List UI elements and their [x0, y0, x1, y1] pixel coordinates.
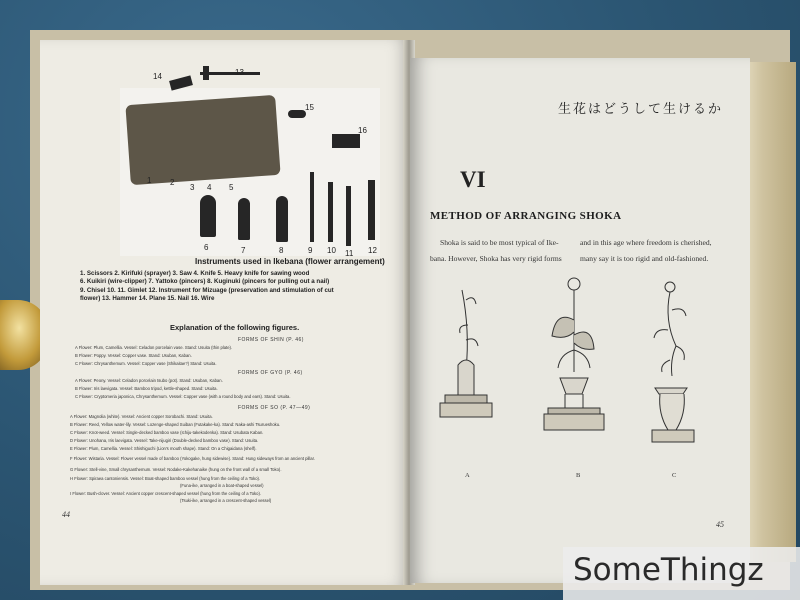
right-page-number: 45 — [716, 520, 724, 529]
photo-number: 15 — [305, 103, 314, 112]
explanation-title: Explanation of the following figures. — [170, 323, 300, 332]
instruments-line: flower) 13. Hammer 14. Plane 15. Nail 16. Wire — [80, 294, 215, 302]
shin-row: A Flower: Plum, Camellia. Vessel: Celadon porcelain vase. Stand: Usuita (thin plate). — [75, 345, 233, 350]
instruments-line: 1. Scissors 2. Kirifuki (sprayer) 3. Saw 4. Knife 5. Heavy knife for sawing wood — [80, 270, 310, 277]
paragraph-line: many say it is too rigid and old-fashioned. — [580, 254, 709, 263]
photo-number: 1 — [147, 176, 152, 185]
so-row: C Flower: Knot-weed. Vessel: Single-decked bamboo vase (Ichiju-takekodenka). Stand: Usubata Kaban. — [70, 430, 264, 435]
chapter-number: VI — [460, 167, 486, 192]
gyo-row: C Flower: Cryptomeria japonica, Chrysanthemum. Vessel: Copper vase (with a round body and ears). Stand: Usuita. — [75, 394, 291, 399]
photo-number: 13 — [235, 68, 244, 77]
so-row: E Flower: Plum, Camellia. Vessel: Shishiguchi (Lion's mouth shape). Stand: On a Chigaidana (shelf). — [70, 446, 257, 451]
photo-number: 8 — [279, 246, 284, 255]
paragraph-line: Shoka is said to be most typical of Ike- — [440, 238, 559, 247]
so-row: A Flower: Magnolia (white). Vessel: Ancient copper Sorobachi. Stand: Usuita. — [70, 414, 213, 419]
arrangement-a — [440, 290, 492, 417]
so-row: H Flower: Spiraea cantoniensis. Vessel: Boat-shaped bamboo vessel (hung from the ceiling of a Toko). — [70, 476, 261, 481]
photo-number: 16 — [358, 126, 367, 135]
arrangement-c — [652, 282, 694, 442]
shin-row: B Flower: Poppy. Vessel: Copper vase. Stand: Usuban, Kaban. — [75, 353, 192, 358]
gyo-row: B Flower: Iris laevigata. Vessel: Bamboo tripod, kettle-shaped. Stand: Usuita. — [75, 386, 218, 391]
left-page-number: 44 — [62, 510, 70, 519]
photo-number: 7 — [241, 246, 246, 255]
figure-label-c: C — [672, 472, 677, 479]
watermark-text: SomeThingz — [573, 552, 764, 588]
gyo-row: A Flower: Peony. Vessel: Celadon porcelain tsubo (pot). Stand: Usuban, Kaban. — [75, 378, 223, 383]
forms-shin-heading: FORMS OF SHIN (P. 46) — [238, 337, 304, 343]
forms-gyo-heading: FORMS OF GYO (P. 46) — [238, 370, 303, 376]
so-row: (Tsuki-ike, arranged in a crescent-shaped vessel) — [180, 498, 272, 503]
paragraph-line: and in this age where freedom is cherished, — [580, 238, 712, 247]
photo-number: 14 — [153, 72, 162, 81]
photo-number: 5 — [229, 183, 234, 192]
figure-label-b: B — [576, 472, 581, 479]
instruments-title: Instruments used in Ikebana (flower arrangement) — [195, 257, 385, 266]
so-row: G Flower: Stell-vine, Small chrysanthemum. Vessel: Nodake-Kakehanaike (hung on the front wall of a small Toko). — [70, 467, 282, 472]
photo-number: 4 — [207, 183, 212, 192]
so-row: F Flower: Wistaria. Vessel: Flower vessel made of bamboo (Yokogake, hung sidewise). Stand: Hung sideways from an ancient pillar. — [70, 456, 315, 461]
so-row: D Flower: Unohana, Iris laevigata. Vessel: Take-nijugiri (Double-decked bamboo vase). Stand: Usuita. — [70, 438, 259, 443]
so-row: B Flower: Reed, Yellow water-lily. Vessel: Lozenge-shaped Suiban (Futakake-ka). Stand: Naka-ashi Tsurueshoku. — [70, 422, 281, 427]
photo-number: 6 — [204, 243, 209, 252]
so-row: (Funa-ike, arranged in a boat-shaped vessel) — [180, 483, 264, 488]
photo-number: 12 — [368, 246, 377, 255]
paragraph-line: bana. However, Shoka has very rigid forms — [430, 254, 562, 263]
watermark — [563, 547, 800, 600]
so-row: I Flower: Bush-clover. Vessel: Ancient copper crescent-shaped vessel (hung from the ceiling of a Toko). — [70, 491, 262, 496]
japanese-title: 生花はどうして生けるか — [558, 102, 724, 117]
instruments-line: 9. Chisel 10. 11. Gimlet 12. Instrument for Mizuage (preservation and stimulation of cut — [80, 286, 334, 294]
forms-so-heading: FORMS OF SO (P. 47—49) — [238, 405, 311, 411]
section-heading: METHOD OF ARRANGING SHOKA — [430, 210, 622, 222]
instruments-line: 6. Kuikiri (wire-clipper) 7. Yattoko (pincers) 8. Kuginuki (pincers for pulling out a nail) — [80, 278, 330, 286]
arrangement-b — [544, 278, 604, 430]
photo-number: 10 — [327, 246, 336, 255]
photo-number: 9 — [308, 246, 313, 255]
photo-number: 3 — [190, 183, 195, 192]
figure-label-a: A — [465, 472, 470, 479]
photo-number: 2 — [170, 178, 175, 187]
shin-row: C Flower: Chrysanthemum. Vessel: Copper vase (Shikaitae?) Stand: Usuita. — [75, 361, 217, 366]
photo-number: 11 — [345, 249, 354, 258]
